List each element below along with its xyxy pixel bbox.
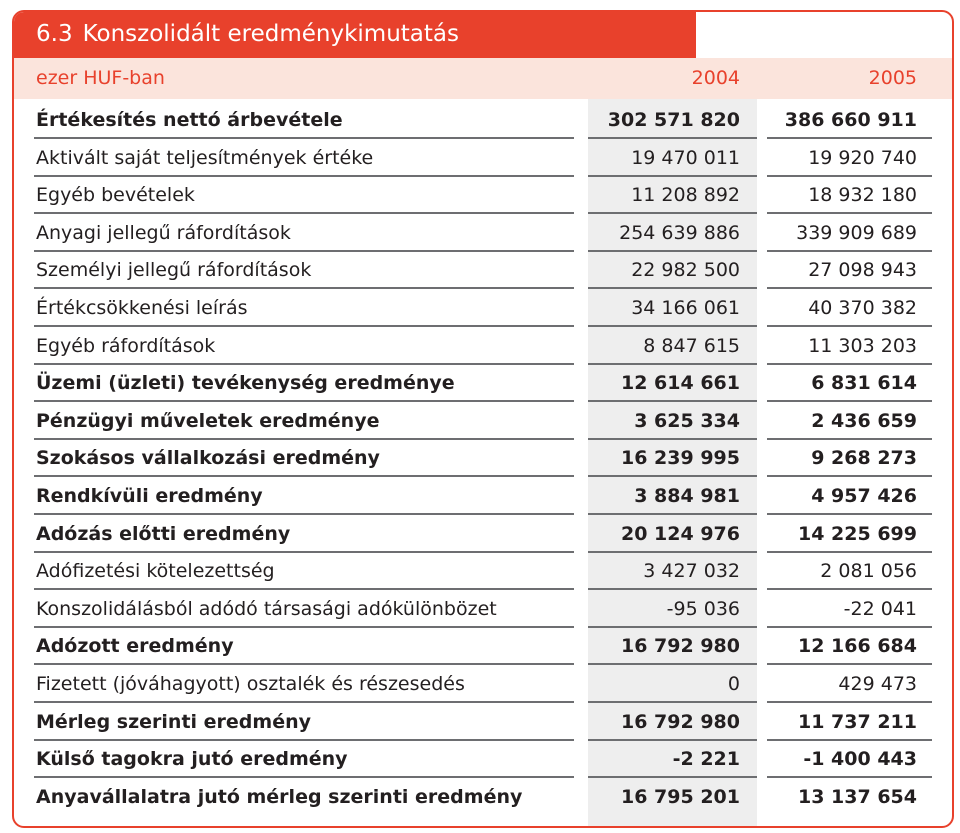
- value-2004: 16 795 201: [621, 785, 740, 808]
- value-2005: -22 041: [843, 597, 917, 620]
- table-row: [14, 403, 952, 441]
- row-label: Anyagi jellegű ráfordítások: [36, 221, 291, 244]
- table-row: [14, 478, 952, 516]
- value-2004: 11 208 892: [631, 184, 740, 207]
- unit-label: ezer HUF-ban: [36, 67, 165, 89]
- value-2005: 14 225 699: [798, 522, 917, 545]
- row-label: Pénzügyi műveletek eredménye: [36, 409, 380, 432]
- row-label: Konszolidálásból adódó társasági adókülönbözet: [36, 597, 497, 620]
- row-label: Egyéb ráfordítások: [36, 334, 216, 357]
- row-label: Szokásos vállalkozási eredmény: [36, 447, 380, 470]
- statement-frame: [12, 10, 954, 828]
- table-row: [14, 704, 952, 742]
- value-2005: 40 370 382: [808, 296, 917, 319]
- value-2005: 2 081 056: [820, 560, 917, 583]
- row-label: Külső tagokra jutó eredmény: [36, 748, 348, 771]
- value-2005: 19 920 740: [808, 146, 917, 169]
- section-number: 6.3: [36, 21, 73, 47]
- value-2005: 27 098 943: [808, 259, 917, 282]
- table-row: [14, 666, 952, 704]
- table-row: [14, 628, 952, 666]
- value-2004: 16 792 980: [621, 635, 740, 658]
- row-label: Anyavállalatra jutó mérleg szerinti eredmény: [36, 785, 523, 808]
- value-2004: 22 982 500: [631, 259, 740, 282]
- table-row: [14, 215, 952, 253]
- table-row: [14, 591, 952, 629]
- value-2004: 16 239 995: [621, 447, 740, 470]
- value-2004: 16 792 980: [621, 710, 740, 733]
- table-row: [14, 365, 952, 403]
- table-row: [14, 177, 952, 215]
- statement-rows: [14, 102, 952, 816]
- value-2004: 20 124 976: [621, 522, 740, 545]
- table-row: [14, 741, 952, 779]
- row-label: Adózott eredmény: [36, 635, 234, 658]
- value-2005: 339 909 689: [796, 221, 917, 244]
- column-header-row: [14, 58, 952, 99]
- value-2004: 8 847 615: [643, 334, 740, 357]
- year-2005-header: 2005: [868, 67, 917, 89]
- value-2004: -95 036: [666, 597, 740, 620]
- row-label: Üzemi (üzleti) tevékenység eredménye: [36, 372, 455, 395]
- row-label: Rendkívüli eredmény: [36, 484, 263, 507]
- value-2005: 6 831 614: [811, 372, 917, 395]
- table-row: [14, 328, 952, 366]
- row-label: Adózás előtti eredmény: [36, 522, 291, 545]
- value-2004: 34 166 061: [631, 296, 740, 319]
- value-2004: 302 571 820: [607, 109, 740, 131]
- value-2005: 429 473: [838, 672, 917, 695]
- table-row: [14, 290, 952, 328]
- table-row: [14, 252, 952, 290]
- table-row: [14, 553, 952, 591]
- table-row: [14, 516, 952, 554]
- row-label: Értékcsökkenési leírás: [36, 296, 248, 319]
- value-2005: 11 737 211: [798, 710, 917, 733]
- value-2004: 12 614 661: [621, 372, 740, 395]
- table-row: [14, 102, 952, 140]
- value-2005: 11 303 203: [808, 334, 917, 357]
- row-label: Értékesítés nettó árbevétele: [36, 109, 343, 131]
- value-2005: 13 137 654: [798, 785, 917, 808]
- value-2004: 19 470 011: [631, 146, 740, 169]
- row-label: Adófizetési kötelezettség: [36, 560, 275, 583]
- value-2005: 18 932 180: [808, 184, 917, 207]
- year-2004-header: 2004: [691, 67, 740, 89]
- value-2005: 386 660 911: [784, 109, 917, 131]
- row-label: Egyéb bevételek: [36, 184, 195, 207]
- value-2005: 4 957 426: [811, 484, 917, 507]
- value-2004: 254 639 886: [619, 221, 740, 244]
- table-row: [14, 779, 952, 817]
- row-label: Mérleg szerinti eredmény: [36, 710, 311, 733]
- value-2004: 3 884 981: [634, 484, 740, 507]
- value-2004: 3 427 032: [643, 560, 740, 583]
- value-2004: -2 221: [672, 748, 740, 771]
- value-2005: 12 166 684: [798, 635, 917, 658]
- section-title-text: Konszolidált eredménykimutatás: [82, 21, 459, 47]
- value-2005: -1 400 443: [803, 748, 917, 771]
- value-2005: 9 268 273: [811, 447, 917, 470]
- row-label: Fizetett (jóváhagyott) osztalék és részesedés: [36, 672, 465, 695]
- table-row: [14, 140, 952, 178]
- row-label: Személyi jellegű ráfordítások: [36, 259, 312, 282]
- value-2004: 0: [727, 672, 740, 695]
- table-row: [14, 440, 952, 478]
- row-label: Aktivált saját teljesítmények értéke: [36, 146, 374, 169]
- value-2005: 2 436 659: [811, 409, 917, 432]
- value-2004: 3 625 334: [634, 409, 740, 432]
- section-title: [14, 12, 696, 58]
